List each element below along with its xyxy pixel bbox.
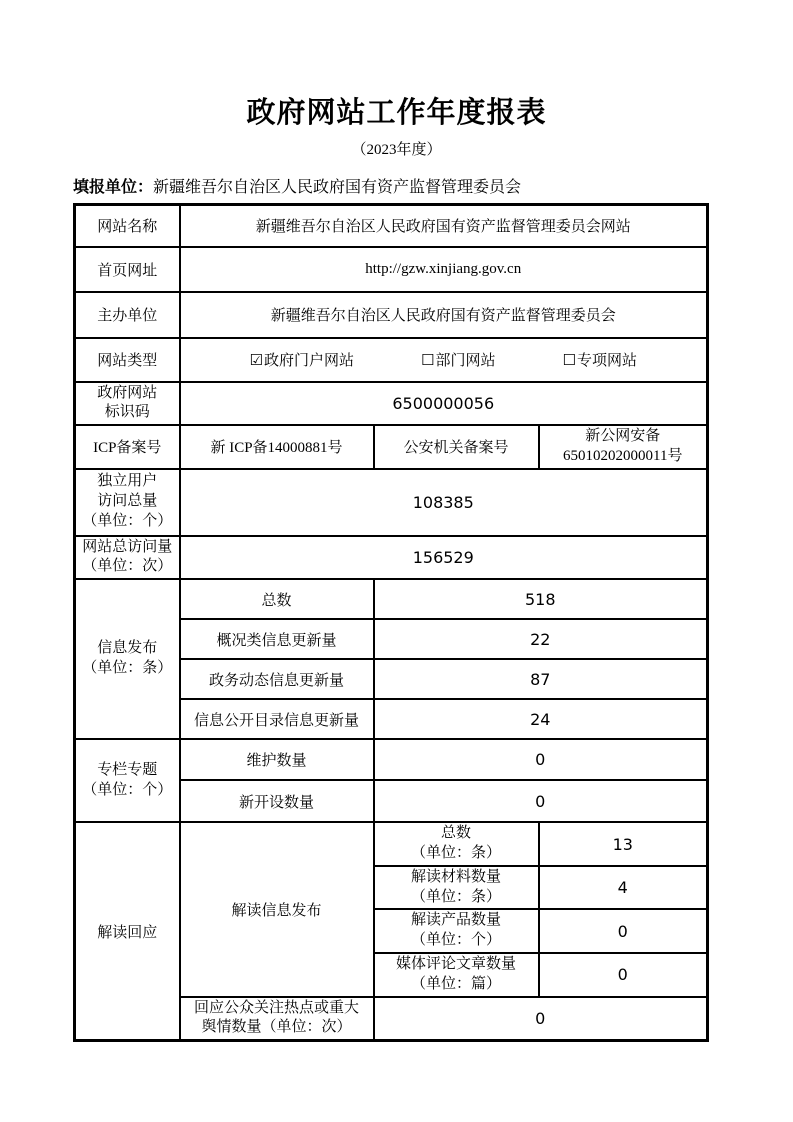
label-line: （单位：个） [410,932,501,949]
site-code-label [75,382,180,426]
site-code-value: 6500000056 [180,382,708,426]
interpret-publish-label: 解读信息发布 [180,822,374,996]
interpret-row-value: 0 [539,953,708,997]
unique-visitors-label [75,469,180,536]
total-visits-label [75,536,180,580]
organizer-label: 主办单位 [75,292,180,338]
info-publish-row-value: 24 [374,699,708,739]
homepage-url-label: 首页网址 [75,247,180,292]
special-columns-row-value: 0 [374,780,708,822]
interpret-row-label [374,953,539,997]
interpret-row-value: 0 [539,909,708,953]
reporting-unit-line [73,174,706,197]
label-line: 网站总访问量 [82,538,173,555]
label-line: 回应公众关注热点或重大 [193,999,359,1016]
checkbox-unchecked-icon: ☐ [421,351,435,369]
report-content [73,174,706,1042]
special-columns-row-label: 新开设数量 [180,780,374,822]
special-columns-group-label [75,739,180,822]
icp-label: ICP备案号 [75,425,180,469]
info-publish-row-label: 信息公开目录信息更新量 [180,699,374,739]
interpret-response-group-label: 解读回应 [75,822,180,1040]
info-publish-row-label: 概况类信息更新量 [180,619,374,659]
reporting-unit-label: 填报单位： [73,179,154,196]
homepage-url-value: http://gzw.xinjiang.gov.cn [180,247,708,292]
label-line: 标识码 [104,404,150,421]
row-info-publish-total [75,579,708,619]
info-publish-row-label: 总数 [180,579,374,619]
info-publish-row-value: 87 [374,659,708,699]
label-line: 舆情数量（单位：次） [201,1019,352,1036]
info-publish-row-value: 22 [374,619,708,659]
site-type-label: 网站类型 [75,338,180,382]
row-site-code [75,382,708,426]
label-line: 专栏专题 [97,761,158,778]
option-label: 政府门户网站 [263,353,354,369]
label-line: 媒体评论文章数量 [395,956,516,973]
total-visits-value: 156529 [180,536,708,580]
label-line: （单位：次） [82,558,173,575]
value-line: 新公网安备 [585,428,661,445]
interpret-row-value: 4 [539,866,708,910]
info-publish-row-label: 政务动态信息更新量 [180,659,374,699]
label-line: 总数 [440,825,471,842]
checkbox-unchecked-icon: ☐ [562,351,576,369]
interpret-row-label [374,866,539,910]
option-label: 部门网站 [435,353,496,369]
icp-value: 新 ICP备14000881号 [180,425,374,469]
hot-response-label [180,997,374,1041]
label-line: 政府网站 [97,384,158,401]
interpret-row-label [374,909,539,953]
police-record-label: 公安机关备案号 [374,425,539,469]
label-line: （单位：个） [82,781,173,798]
row-special-columns-maintained [75,739,708,780]
info-publish-group-label [75,579,180,739]
label-line: 访问总量 [97,493,158,510]
label-line: 独立用户 [97,473,158,490]
row-site-type [75,338,708,382]
reporting-unit-value: 新疆维吾尔自治区人民政府国有资产监督管理委员会 [153,179,522,196]
label-line: 解读材料数量 [410,868,501,885]
special-columns-row-value: 0 [374,739,708,780]
option-label: 专项网站 [576,353,637,369]
row-organizer [75,292,708,338]
interpret-row-label [374,822,539,866]
row-site-name [75,205,708,247]
unique-visitors-value: 108385 [180,469,708,536]
page-subtitle: （2023年度） [351,142,442,158]
row-unique-visitors [75,469,708,536]
report-table [73,203,709,1042]
label-line: 解读产品数量 [410,912,501,929]
hot-response-value: 0 [374,997,708,1041]
option-department-site [421,349,495,370]
option-portal-site [250,349,354,370]
row-interpret-total [75,822,708,866]
info-publish-row-value: 518 [374,579,708,619]
label-line: 信息发布 [97,640,158,657]
organizer-value: 新疆维吾尔自治区人民政府国有资产监督管理委员会 [180,292,708,338]
special-columns-row-label: 维护数量 [180,739,374,780]
site-type-options [183,349,705,370]
site-name-label: 网站名称 [75,205,180,247]
label-line: （单位：条） [410,888,501,905]
site-name-value: 新疆维吾尔自治区人民政府国有资产监督管理委员会网站 [180,205,708,247]
row-icp [75,425,708,469]
row-total-visits [75,536,708,580]
row-homepage-url [75,247,708,292]
label-line: （单位：个） [82,513,173,530]
interpret-row-value: 13 [539,822,708,866]
label-line: （单位：篇） [410,975,501,992]
option-special-site [562,349,636,370]
label-line: （单位：条） [410,845,501,862]
police-record-value [539,425,708,469]
value-line: 65010202000011号 [563,447,683,464]
label-line: （单位：条） [82,660,173,677]
checkbox-checked-icon: ☑ [249,351,263,369]
site-type-options-cell [180,338,708,382]
page-title: 政府网站工作年度报表 [246,97,547,129]
